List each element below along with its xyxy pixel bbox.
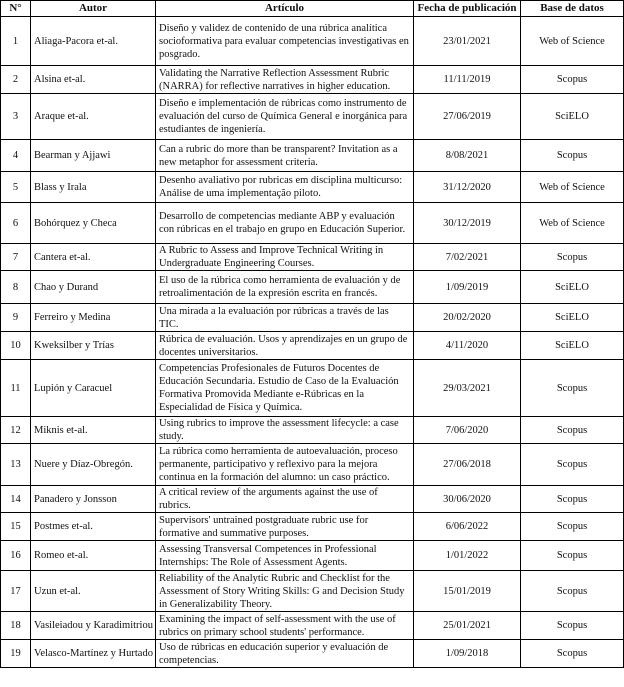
row-number: 6 [1,203,31,244]
row-database: Scopus [521,486,624,513]
row-author: Nuere y Díaz-Obregón. [31,444,156,486]
table-row [1,486,624,513]
table-row [1,17,624,66]
row-number: 11 [1,360,31,417]
table-header-row [1,1,624,17]
table-row [1,612,624,640]
row-article: Reliability of the Analytic Rubric and Checklist for the Assessment of Story Writing Skills: G and Decision Study in Generalizability Theory. [156,571,414,612]
row-date: 7/02/2021 [414,244,521,271]
row-date: 30/12/2019 [414,203,521,244]
header-date: Fecha de publicación [414,1,521,17]
row-date: 1/01/2022 [414,541,521,571]
row-author: Bohórquez y Checa [31,203,156,244]
row-database: Scopus [521,244,624,271]
row-author: Ferreiro y Medina [31,304,156,332]
row-database: Web of Science [521,172,624,203]
row-database: Web of Science [521,203,624,244]
row-author: Alsina et-al. [31,66,156,94]
row-database: Scopus [521,513,624,541]
row-date: 8/08/2021 [414,140,521,172]
row-article: Desarrollo de competencias mediante ABP y evaluación con rúbricas en el trabajo en grupo en Educación Superior. [156,203,414,244]
row-author: Araque et-al. [31,94,156,140]
row-date: 25/01/2021 [414,612,521,640]
row-author: Postmes et-al. [31,513,156,541]
row-date: 20/02/2020 [414,304,521,332]
row-author: Panadero y Jonsson [31,486,156,513]
row-article: Diseño y validez de contenido de una rúbrica analítica socioformativa para evaluar competencias investigativas en posgrado. [156,17,414,66]
row-article: Supervisors' untrained postgraduate rubric use for formative and summative purposes. [156,513,414,541]
row-number: 2 [1,66,31,94]
table-row [1,360,624,417]
row-article: A critical review of the arguments against the use of rubrics. [156,486,414,513]
table-row [1,271,624,304]
row-date: 6/06/2022 [414,513,521,541]
row-number: 4 [1,140,31,172]
row-date: 1/09/2019 [414,271,521,304]
table-row [1,66,624,94]
row-database: Scopus [521,444,624,486]
header-database: Base de datos [521,1,624,17]
header-author: Autor [31,1,156,17]
row-number: 5 [1,172,31,203]
row-article: Una mirada a la evaluación por rúbricas a través de las TIC. [156,304,414,332]
row-author: Kweksilber y Trías [31,332,156,360]
row-author: Chao y Durand [31,271,156,304]
row-date: 1/09/2018 [414,640,521,668]
row-article: Rúbrica de evaluación. Usos y aprendizajes en un grupo de docentes universitarios. [156,332,414,360]
row-date: 30/06/2020 [414,486,521,513]
row-number: 1 [1,17,31,66]
row-database: Scopus [521,66,624,94]
row-date: 27/06/2018 [414,444,521,486]
row-article: Diseño e implementación de rúbricas como instrumento de evaluación del curso de Química General e inorgánica para estudiantes de ingeniería. [156,94,414,140]
table-row [1,571,624,612]
row-article: Assessing Transversal Competences in Professional Internships: The Role of Assessment Agents. [156,541,414,571]
row-author: Velasco-Martínez y Hurtado [31,640,156,668]
header-article: Artículo [156,1,414,17]
row-article: Uso de rúbricas en educación superior y evaluación de competencias. [156,640,414,668]
table-row [1,417,624,444]
row-number: 19 [1,640,31,668]
row-date: 7/06/2020 [414,417,521,444]
row-author: Cantera et-al. [31,244,156,271]
table-row [1,244,624,271]
table-row [1,640,624,668]
row-number: 9 [1,304,31,332]
row-date: 31/12/2020 [414,172,521,203]
row-author: Lupión y Caracuel [31,360,156,417]
row-date: 29/03/2021 [414,360,521,417]
row-number: 8 [1,271,31,304]
table-row [1,444,624,486]
row-date: 15/01/2019 [414,571,521,612]
row-number: 10 [1,332,31,360]
table-row [1,332,624,360]
table-row [1,203,624,244]
row-number: 3 [1,94,31,140]
table-row [1,94,624,140]
row-article: Can a rubric do more than be transparent? Invitation as a new metaphor for assessment criteria. [156,140,414,172]
row-date: 4/11/2020 [414,332,521,360]
table-row [1,140,624,172]
row-number: 12 [1,417,31,444]
row-article: Desenho avaliativo por rubricas em disciplina multicurso: Análise de uma implementação piloto. [156,172,414,203]
row-author: Uzun et-al. [31,571,156,612]
row-date: 11/11/2019 [414,66,521,94]
row-database: Scopus [521,571,624,612]
row-database: Scopus [521,140,624,172]
row-author: Blass y Irala [31,172,156,203]
row-date: 23/01/2021 [414,17,521,66]
row-author: Romeo et-al. [31,541,156,571]
row-article: Validating the Narrative Reflection Assessment Rubric (NARRA) for reflective narratives in higher education. [156,66,414,94]
row-database: Scopus [521,612,624,640]
row-article: Examining the impact of self-assessment with the use of rubrics on primary school students' performance. [156,612,414,640]
row-database: SciELO [521,94,624,140]
row-database: Scopus [521,640,624,668]
row-database: Scopus [521,360,624,417]
table-row [1,304,624,332]
row-article: A Rubric to Assess and Improve Technical Writing in Undergraduate Engineering Courses. [156,244,414,271]
row-database: Scopus [521,417,624,444]
row-author: Miknis et-al. [31,417,156,444]
row-author: Bearman y Ajjawi [31,140,156,172]
row-number: 7 [1,244,31,271]
row-database: SciELO [521,271,624,304]
table-row [1,541,624,571]
row-date: 27/06/2019 [414,94,521,140]
row-article: Competencias Profesionales de Futuros Docentes de Educación Secundaria. Estudio de Caso de la Evaluación Formativa Promovida Mediante e-Rúbricas en la Especialidad de Física y Química. [156,360,414,417]
table-row [1,172,624,203]
row-article: La rúbrica como herramienta de autoevaluación, proceso permanente, participativo y reflexivo para la mejora continua en la formación del alumno: un caso práctico. [156,444,414,486]
row-author: Aliaga-Pacora et-al. [31,17,156,66]
row-author: Vasileiadou y Karadimitriou [31,612,156,640]
row-number: 17 [1,571,31,612]
row-database: Web of Science [521,17,624,66]
row-article: El uso de la rúbrica como herramienta de evaluación y de retroalimentación de la expresión escrita en francés. [156,271,414,304]
row-number: 18 [1,612,31,640]
row-number: 15 [1,513,31,541]
header-num: N° [1,1,31,17]
row-database: SciELO [521,304,624,332]
row-database: SciELO [521,332,624,360]
row-number: 14 [1,486,31,513]
table-row [1,513,624,541]
row-database: Scopus [521,541,624,571]
row-number: 16 [1,541,31,571]
row-number: 13 [1,444,31,486]
row-article: Using rubrics to improve the assessment lifecycle: a case study. [156,417,414,444]
